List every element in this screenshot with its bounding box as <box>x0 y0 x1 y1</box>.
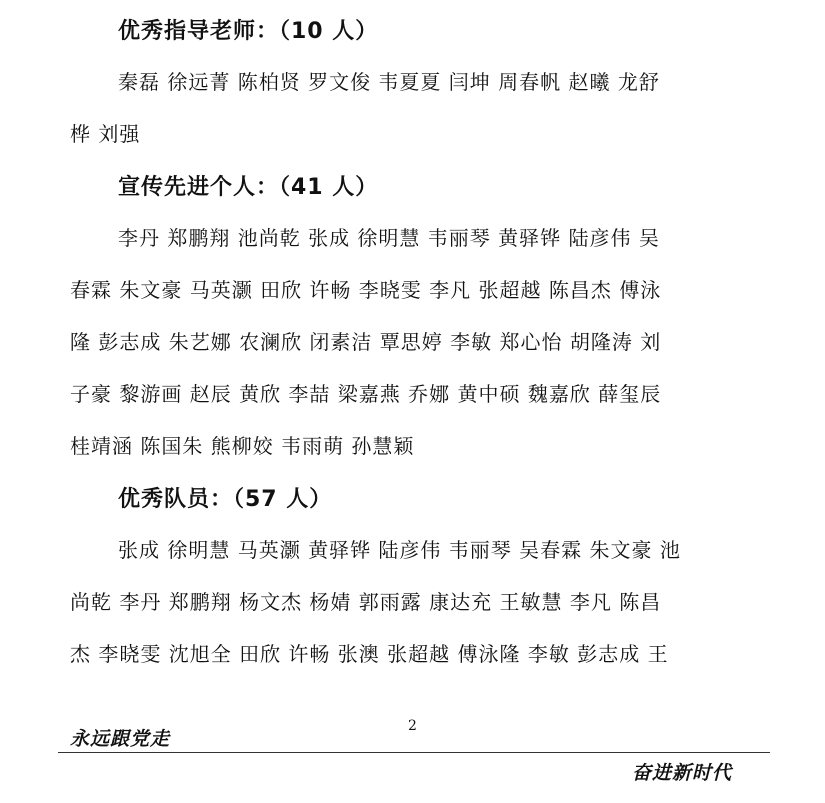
page-number: 2 <box>408 718 417 734</box>
name-line: 杰 李晓雯 沈旭全 田欣 许畅 张澳 张超越 傅泳隆 李敏 彭志成 王 <box>70 642 669 666</box>
name-line: 李丹 郑鹏翔 池尚乾 张成 徐明慧 韦丽琴 黄驿铧 陆彦伟 吴 <box>118 226 660 250</box>
section-heading-publicity: 宣传先进个人：（41 人） <box>118 175 379 200</box>
name-line: 子豪 黎游画 赵辰 黄欣 李喆 梁嘉燕 乔娜 黄中硕 魏嘉欣 薛玺辰 <box>70 382 662 406</box>
name-line: 春霖 朱文豪 马英灏 田欣 许畅 李晓雯 李凡 张超越 陈昌杰 傅泳 <box>70 278 662 302</box>
footer-slogan-left: 永远跟党走 <box>70 728 171 750</box>
name-line: 尚乾 李丹 郑鹏翔 杨文杰 杨婧 郭雨露 康达充 王敏慧 李凡 陈昌 <box>70 590 662 614</box>
name-line: 桦 刘强 <box>70 122 141 146</box>
footer-divider <box>58 752 770 753</box>
name-line: 秦磊 徐远菁 陈柏贤 罗文俊 韦夏夏 闫坤 周春帆 赵曦 龙舒 <box>118 70 660 94</box>
section-heading-instructors: 优秀指导老师：（10 人） <box>118 19 379 44</box>
name-line: 隆 彭志成 朱艺娜 农澜欣 闭素洁 覃思婷 李敏 郑心怡 胡隆涛 刘 <box>70 330 662 354</box>
name-line: 桂靖涵 陈国朱 熊柳姣 韦雨萌 孙慧颖 <box>70 434 415 458</box>
name-line: 张成 徐明慧 马英灏 黄驿铧 陆彦伟 韦丽琴 吴春霖 朱文豪 池 <box>118 538 681 562</box>
section-heading-members: 优秀队员：（57 人） <box>118 487 333 512</box>
footer-slogan-right: 奋进新时代 <box>632 762 733 784</box>
